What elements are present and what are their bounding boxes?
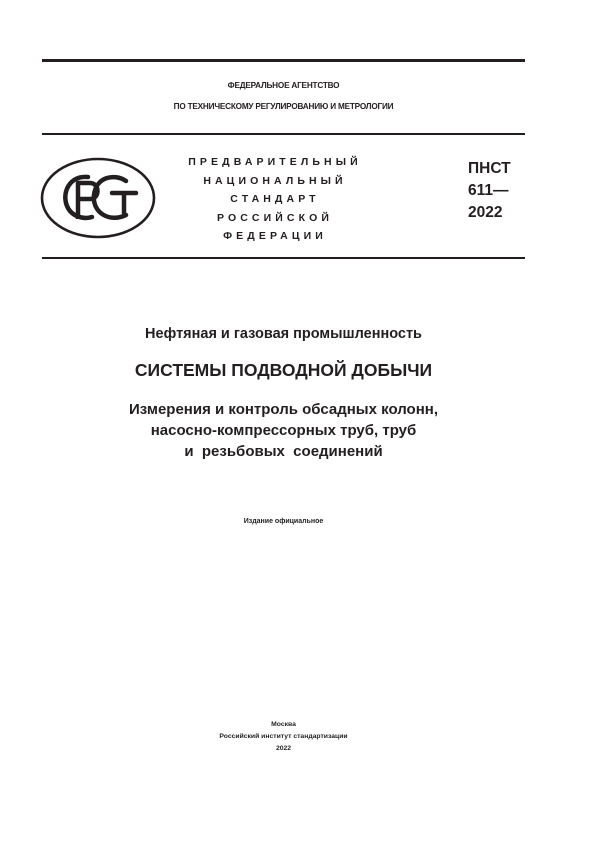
title-field: Нефтяная и газовая промышленность — [145, 326, 422, 342]
edition-label: Издание официальное — [243, 518, 324, 525]
standard-type-line: СТАНДАРТ — [230, 193, 320, 205]
standard-code: ПНСТ — [468, 160, 511, 177]
standard-number: 611— — [468, 182, 509, 199]
title-sub-line: насосно-компрессорных труб, труб — [150, 422, 417, 439]
standard-type-block — [165, 153, 385, 246]
rst-logo — [40, 157, 156, 239]
standard-type-line: НАЦИОНАЛЬНЫЙ — [203, 174, 347, 187]
standard-type-line: ПРЕДВАРИТЕЛЬНЫЙ — [188, 156, 362, 168]
standard-number-block — [468, 158, 511, 224]
header-bottom-rule — [42, 257, 525, 259]
agency-bottom-rule — [42, 133, 525, 135]
agency-line-1: ФЕДЕРАЛЬНОЕ АГЕНТСТВО — [227, 81, 340, 90]
standard-type-line: ФЕДЕРАЦИИ — [223, 230, 327, 242]
title-sub — [42, 399, 525, 462]
title-sub-line: и резьбовых соединений — [184, 443, 383, 460]
imprint-publisher: Российский институт стандартизации — [219, 733, 348, 740]
standard-type-line: РОССИЙСКОЙ — [217, 211, 333, 224]
title-sub-line: Измерения и контроль обсадных колонн, — [128, 401, 439, 418]
title-main: СИСТЕМЫ ПОДВОДНОЙ ДОБЫЧИ — [134, 360, 433, 380]
imprint — [42, 719, 525, 755]
imprint-year: 2022 — [275, 745, 292, 752]
rst-logo-icon — [40, 157, 156, 239]
standard-year: 2022 — [468, 204, 503, 221]
imprint-city: Москва — [271, 721, 296, 728]
agency-line-2: ПО ТЕХНИЧЕСКОМУ РЕГУЛИРОВАНИЮ И МЕТРОЛОГИИ — [173, 102, 394, 111]
top-rule — [42, 59, 525, 62]
